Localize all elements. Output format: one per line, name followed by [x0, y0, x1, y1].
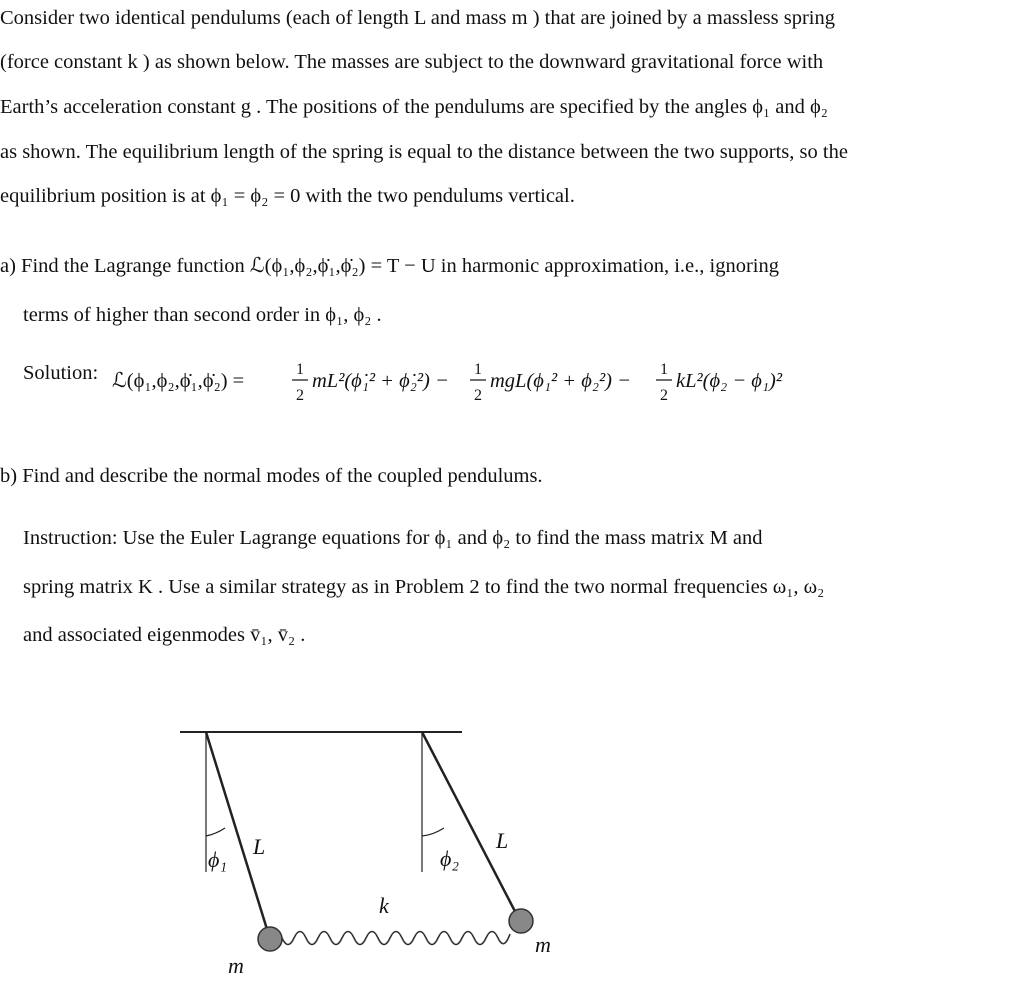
intro-line-2: (force constant k ) as shown below. The masses are subject to the downward gravitational force with [0, 51, 824, 73]
fraction-1-num: 1 [296, 361, 304, 378]
mass-bob-1 [258, 927, 282, 951]
intro-line-3: Earth’s acceleration constant g . The positions of the pendulums are specified by the angles ϕ₁ and ϕ₂ [0, 96, 828, 118]
solution-equation [112, 356, 812, 406]
phi2-label: ϕ₂ [440, 846, 460, 871]
length-label-2: L [496, 828, 509, 853]
pendulum-diagram [170, 724, 551, 989]
part-a-question: a) Find the Lagrange function ℒ(ϕ₁,ϕ₂,ϕ̇₁,ϕ̇₂) = T − U in harmonic approximation, i.e., ignoring [0, 255, 779, 277]
fraction-2-num: 1 [474, 361, 482, 378]
instruction-line-1: Instruction: Use the Euler Lagrange equations for ϕ₁ and ϕ₂ to find the mass matrix M and [23, 527, 763, 549]
part-a-question-cont: terms of higher than second order in ϕ₁, ϕ₂ . [23, 304, 382, 326]
intro-line-4: as shown. The equilibrium length of the spring is equal to the distance between the two supports, so the [0, 141, 848, 163]
kinetic-term: mL²(ϕ̇₁² + ϕ̇₂²) − [312, 370, 449, 392]
phi1-label: ϕ₁ [208, 847, 228, 872]
fraction-3-num: 1 [660, 361, 668, 378]
spring-term: kL²(ϕ₂ − ϕ₁)² [676, 370, 783, 392]
solution-label: Solution: [23, 362, 99, 384]
pendulum-rod-2 [422, 732, 520, 921]
spring-constant-label: k [379, 893, 389, 918]
fraction-3-den: 2 [660, 387, 668, 404]
length-label-1: L [253, 834, 266, 859]
mass-bob-2 [509, 909, 533, 933]
spring-coil [270, 932, 510, 945]
gravity-term: mgL(ϕ₁² + ϕ₂²) − [490, 370, 631, 392]
angle-arc-2 [422, 828, 444, 836]
instruction-line-2: spring matrix K . Use a similar strategy as in Problem 2 to find the two normal frequencies ω₁, ω₂ [23, 576, 825, 598]
instruction-line-3: and associated eigenmodes v̄₁, v̄₂ . [23, 624, 306, 646]
intro-line-1: Consider two identical pendulums (each of length L and mass m ) that are joined by a massless spring [0, 7, 835, 29]
mass-label-2: m [535, 932, 551, 957]
mass-label-1: m [228, 953, 244, 978]
fraction-1-den: 2 [296, 387, 304, 404]
lagrangian-lhs: ℒ(ϕ₁,ϕ₂,ϕ̇₁,ϕ̇₂) = [112, 370, 245, 392]
part-b-question: b) Find and describe the normal modes of the coupled pendulums. [0, 465, 543, 487]
angle-arc-1 [206, 828, 225, 836]
fraction-2-den: 2 [474, 387, 482, 404]
intro-line-5: equilibrium position is at ϕ₁ = ϕ₂ = 0 with the two pendulums vertical. [0, 185, 575, 207]
